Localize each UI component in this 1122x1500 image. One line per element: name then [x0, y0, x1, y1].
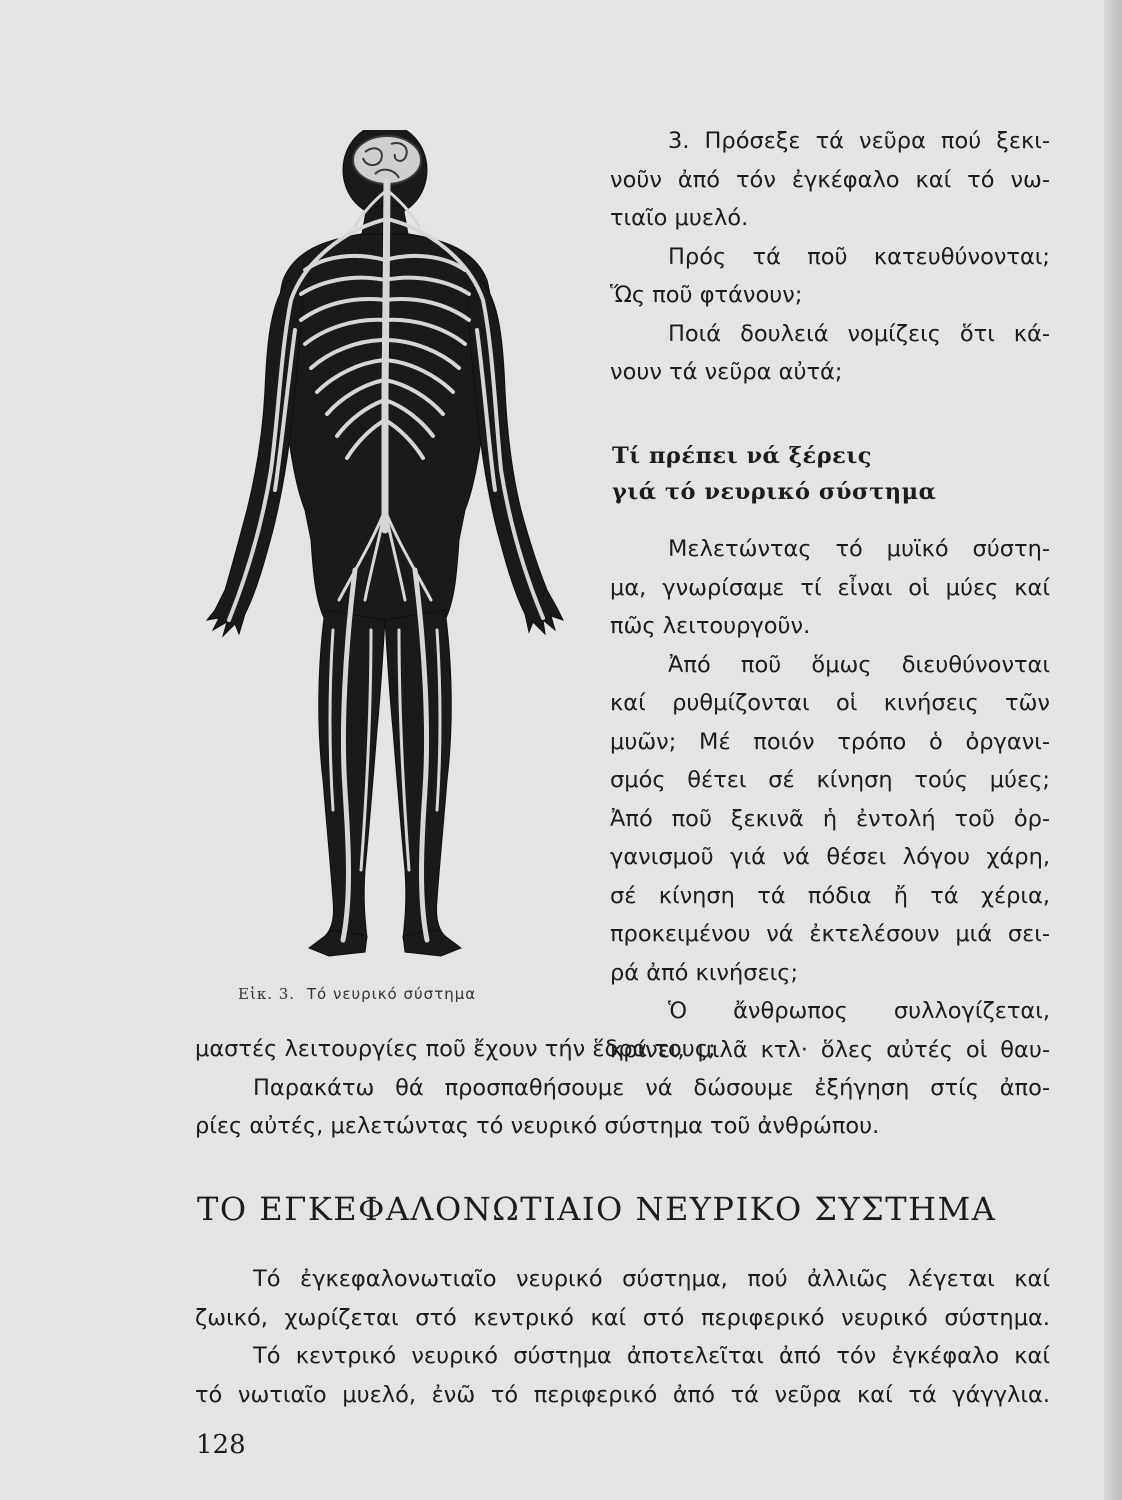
- full-line: μαστές λειτουργίες ποῦ ἔχουν τήν ἕδρα τους;: [195, 1036, 716, 1062]
- nervous-system-figure: [205, 130, 565, 960]
- chapter-line: Τό ἐγκεφαλονωτιαῖο νευρικό σύστημα, πού ἀλλιῶς λέγεται καί: [253, 1266, 1050, 1292]
- page-number: 128: [196, 1430, 246, 1460]
- body-line: μα, γνωρίσαμε τί εἶναι οἱ μύες καί: [610, 574, 1050, 601]
- question-line: 3. Πρόσεξε τά νεῦρα πού ξεκι-: [668, 128, 1050, 154]
- body-line: Ἀπό ποῦ ξεκινᾶ ἡ ἐντολή τοῦ ὀρ-: [610, 805, 1050, 832]
- body-line: Μελετώντας τό μυϊκό σύστη-: [668, 536, 1050, 562]
- question-line: Ὥς ποῦ φτάνουν;: [610, 282, 803, 308]
- body-line: ρά ἀπό κινήσεις;: [610, 959, 799, 986]
- full-line: Παρακάτω θά προσπαθήσουμε νά δώσουμε ἐξήγηση στίς ἀπο-: [253, 1074, 1050, 1101]
- chapter-line: τό νωτιαῖο μυελό, ἐνῶ τό περιφερικό ἀπό τά νεῦρα καί τά γάγγλια.: [195, 1381, 1050, 1408]
- question-line: τιαῖο μυελό.: [610, 205, 749, 231]
- section-heading-line: γιά τό νευρικό σύστημα: [612, 479, 937, 505]
- question-block: [610, 122, 1050, 392]
- body-line: μυῶν; Μέ ποιόν τρόπο ὁ ὀργανι-: [610, 728, 1050, 755]
- question-line: Ποιά δουλειά νομίζεις ὅτι κά-: [668, 320, 1050, 347]
- question-line: νουν τά νεῦρα αὐτά;: [610, 359, 843, 385]
- body-line: Ὁ ἄνθρωπος συλλογίζεται,: [668, 998, 1050, 1024]
- figure-caption: [238, 985, 568, 1003]
- full-line: ρίες αὐτές, μελετώντας τό νευρικό σύστημα τοῦ ἀνθρώπου.: [195, 1113, 880, 1139]
- body-line: κρίνει, μιλᾶ κτλ· ὅλες αὐτές οἱ θαυ-: [610, 1036, 1050, 1063]
- body-line: πῶς λειτουργοῦν.: [610, 613, 811, 639]
- body-column: [610, 530, 1050, 1069]
- body-line: σμός θέτει σέ κίνηση τούς μύες;: [610, 767, 1050, 793]
- chapter-body: [195, 1260, 1050, 1414]
- body-line: προκειμένου νά ἐκτελέσουν μιά σει-: [610, 921, 1050, 947]
- page-edge: [1104, 0, 1122, 1500]
- chapter-heading: ΤΟ ΕΓΚΕΦΑΛΟΝΩΤΙΑΙΟ ΝΕΥΡΙΚΟ ΣΥΣΤΗΜΑ: [197, 1190, 997, 1228]
- question-line: Πρός τά ποῦ κατευθύνονται;: [668, 243, 1050, 270]
- body-line: γανισμοῦ γιά νά θέσει λόγου χάρη,: [610, 844, 1050, 870]
- section-heading-line: Τί πρέπει νά ξέρεις: [612, 443, 872, 469]
- section-heading: [612, 438, 936, 510]
- body-line: Ἀπό ποῦ ὅμως διευθύνονται: [668, 651, 1050, 678]
- full-width-text: [195, 1030, 1050, 1146]
- chapter-line: Τό κεντρικό νευρικό σύστημα ἀποτελεῖται ἀπό τόν ἐγκέφαλο καί: [253, 1343, 1050, 1369]
- chapter-line: ζωικό, χωρίζεται στό κεντρικό καί στό περιφερικό νευρικό σύστημα.: [195, 1304, 1050, 1331]
- nervous-system-illustration: [205, 130, 565, 960]
- body-line: καί ρυθμίζονται οἱ κινήσεις τῶν: [610, 690, 1050, 716]
- caption-text: Τό νευρικό σύστημα: [306, 985, 477, 1003]
- body-line: σέ κίνηση τά πόδια ἤ τά χέρια,: [610, 882, 1050, 909]
- question-line: νοῦν ἀπό τόν ἐγκέφαλο καί τό νω-: [610, 166, 1050, 193]
- caption-label: Εἰκ. 3.: [238, 985, 296, 1003]
